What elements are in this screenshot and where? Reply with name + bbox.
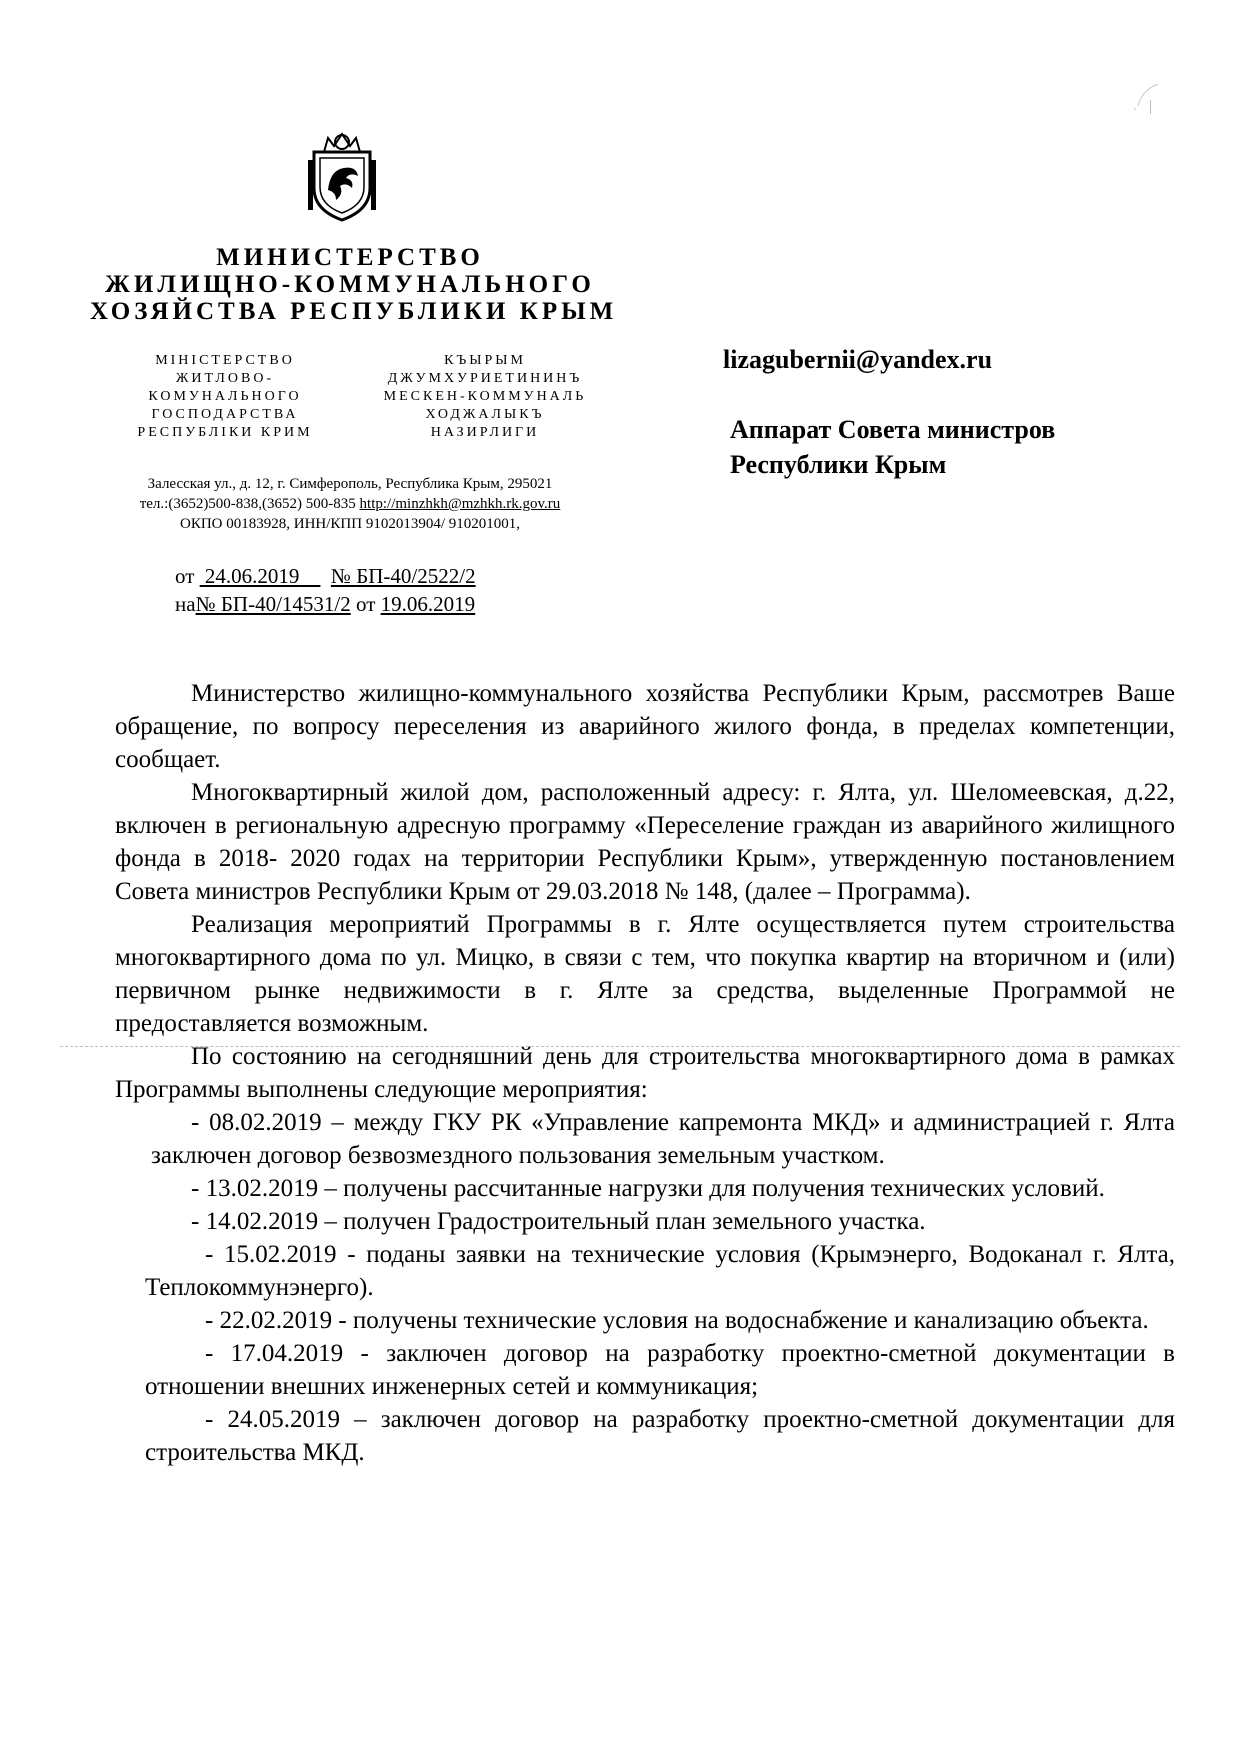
outgoing-ref-line (175, 562, 476, 590)
measure-item: - 13.02.2019 – получены рассчитанные нагрузки для получения технических условий. (191, 1175, 1105, 1202)
ministry-title-line-2: ЖИЛИЩНО-КОММУНАЛЬНОГО (105, 271, 595, 298)
addressee-email[interactable]: lizagubernii@yandex.ru (723, 345, 993, 374)
ministry-codes: ОКПО 00183928, ИНН/КПП 9102013904/ 910201001, (179, 516, 520, 532)
measure-item: - 22.02.2019 - получены технические условия на водоснабжение и канализацию объекта. (205, 1307, 1149, 1334)
reply-prefix: на (175, 592, 196, 616)
measure-item: - 24.05.2019 – заключен договор на разработку проектно-сметной документации для строительства МКД. (145, 1406, 1175, 1466)
measure-item: - 08.02.2019 – между ГКУ РК «Управление капремонта МКД» и администрацией г. Ялта заключен договор безвозмездного пользования земельным участком. (151, 1109, 1175, 1169)
reply-date-prefix: от (356, 592, 376, 616)
ministry-address: Залесская ул., д. 12, г. Симферополь, Республика Крым, 295021 (147, 476, 553, 492)
ministry-ct-line: ДЖУМХУРИЕТИНИНЪ (387, 371, 583, 386)
crest-emblem-icon (306, 130, 378, 222)
body-paragraph: По состоянию на сегодняшний день для строительства многоквартирного дома в рамках Программы выполнены следующие мероприятия: (115, 1043, 1175, 1103)
body-paragraph: Министерство жилищно-коммунального хозяйства Республики Крым, рассмотрев Ваше обращение, по вопросу переселения из аварийного жилого фонда, в пределах компетенции, сообщает. (115, 680, 1175, 773)
reply-ref-line (175, 590, 476, 618)
letter-body (115, 677, 1175, 1469)
ministry-ct-line: ХОДЖАЛЫКЪ (425, 407, 545, 422)
measure-item: - 14.02.2019 – получен Градостроительный план земельного участка. (191, 1208, 926, 1235)
letter-number: № БП-40/2522/2 (330, 564, 476, 588)
ministry-ua-line: ЖИТЛОВО- (175, 371, 275, 386)
ministry-website-link[interactable]: http://minzhkh@mzhkh.rk.gov.ru (359, 496, 561, 512)
measure-item: - 17.04.2019 - заключен договор на разработку проектно-сметной документации в отношении внешних инженерных сетей и коммуникация; (145, 1340, 1175, 1400)
measure-item: - 15.02.2019 - поданы заявки на технические условия (Крымэнерго, Водоканал г. Ялта, Теплокоммунэнерго). (145, 1241, 1175, 1301)
ministry-contacts (60, 474, 640, 534)
ministry-ct-line: МЕСКЕН-КОММУНАЛЬ (383, 389, 587, 404)
body-paragraph: Многоквартирный жилой дом, расположенный адресу: г. Ялта, ул. Шеломеевская, д.22, включен в региональную адресную программу «Переселение граждан из аварийного жилищного фонда в 2018- 2020 годах на территории Республики Крым», утвержденную постановлением Совета министров Республики Крым от 29.03.2018 № 148, (далее – Программа). (115, 779, 1175, 905)
scan-artifact-tick (1150, 100, 1151, 114)
ministry-ua-line: РЕСПУБЛІКИ КРИМ (137, 425, 313, 440)
recipient-line-2: Республики Крым (730, 450, 947, 479)
scan-artifact-line (60, 1046, 1180, 1047)
ministry-ct-line: НАЗИРЛИГИ (430, 425, 540, 440)
letter-reference (175, 562, 476, 618)
ministry-ct-line: КЪЫРЫМ (444, 353, 526, 368)
ministry-title (90, 244, 618, 325)
recipient-line-1: Аппарат Совета министров (730, 415, 1056, 444)
scan-artifact-mark-icon (1128, 76, 1168, 116)
ministry-ua-line: МІНІСТЕРСТВО (155, 353, 295, 368)
recipient-block (730, 412, 1055, 482)
ministry-name-ukrainian (110, 352, 340, 442)
ministry-ua-line: КОМУНАЛЬНОГО (148, 389, 302, 404)
reply-date: 19.06.2019 (380, 592, 476, 616)
ministry-phones: тел.:(3652)500-838,(3652) 500-835 (139, 496, 356, 512)
from-prefix: от (175, 564, 195, 588)
ministry-name-crimean-tatar (340, 352, 630, 442)
reply-number: № БП-40/14531/2 (195, 592, 351, 616)
ministry-phones-line (60, 494, 640, 514)
body-paragraph: Реализация мероприятий Программы в г. Ялте осуществляется путем строительства многоквартирного дома по ул. Мицко, в связи с тем, что покупка квартир на вторичном и (или) первичном рынке недвижимости в г. Ялте за средства, выделенные Программой не предоставляется возможным. (115, 911, 1175, 1037)
letter-date: 24.06.2019 (204, 564, 300, 588)
ministry-title-line-3: ХОЗЯЙСТВА РЕСПУБЛИКИ КРЫМ (90, 298, 618, 325)
ministry-title-line-1: МИНИСТЕРСТВО (216, 244, 484, 271)
ministry-ua-line: ГОСПОДАРСТВА (151, 407, 299, 422)
